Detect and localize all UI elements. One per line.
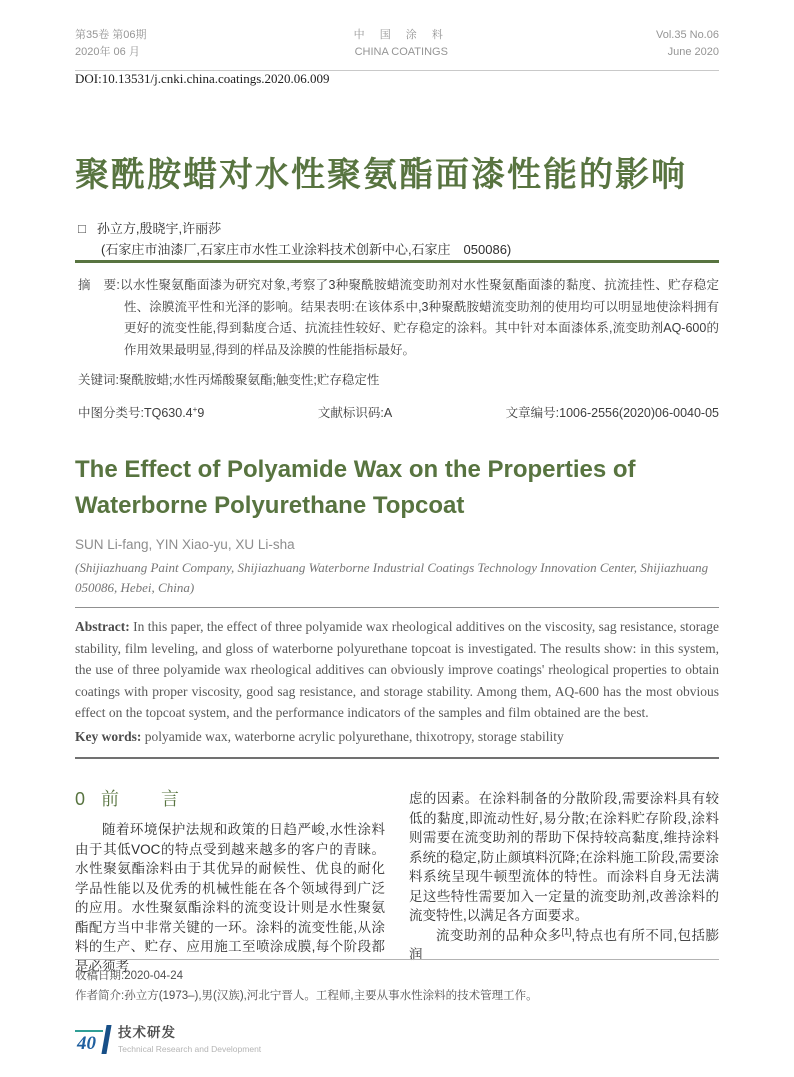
journal-name-en: CHINA COATINGS <box>354 46 448 58</box>
journal-header <box>75 27 719 71</box>
thin-divider-top <box>75 607 719 608</box>
issue-date-cn: 2020年 06 月 <box>75 46 140 58</box>
column-left <box>75 787 385 976</box>
body-paragraph-right-1: 虑的因素。在涂料制备的分散阶段,需要涂料具有较低的黏度,即流动性好,易分散;在涂料贮存阶段,涂料则需要在流变助剂的帮助下保持较高黏度,维持涂料系统的稳定,防止颜填料沉降;在涂料施工阶段,需要涂料系统呈现牛顿型流体的特性。而涂料自身无法满足这些特性需要加入一定量的流变助剂,改善涂料的流变特性,以满足各方面要求。 <box>409 791 719 923</box>
column-right <box>409 787 719 976</box>
footnote-block <box>75 959 719 1006</box>
header-vol-en <box>656 27 719 61</box>
footer-column-cn: 技术研发 <box>118 1025 176 1040</box>
abstract-en <box>75 616 719 724</box>
page-number: 40 <box>77 1033 96 1054</box>
keywords-en-label: Key words: <box>75 728 142 744</box>
classification-row <box>78 403 719 421</box>
volume-issue: 第35卷 第06期 <box>75 29 147 41</box>
keywords-en-text: polyamide wax, waterborne acrylic polyurethane, thixotropy, storage stability <box>141 728 564 744</box>
header-issue-info <box>75 27 147 61</box>
abstract-cn-label: 摘 要: <box>78 278 120 292</box>
doi-line: DOI:10.13531/j.cnki.china.coatings.2020.06.009 <box>75 71 330 86</box>
page-footer <box>75 1025 261 1055</box>
cn-meta-block <box>78 275 719 421</box>
thin-divider-bottom <box>75 757 719 759</box>
section-title: 前 言 <box>101 789 192 809</box>
affiliation-cn: (石家庄市油漆厂,石家庄市水性工业涂料技术创新中心,石家庄 050086) <box>101 242 512 257</box>
abstract-cn <box>78 275 719 361</box>
author-square-marker: □ <box>78 221 86 236</box>
authors-cn-row <box>78 218 221 237</box>
keywords-cn-label: 关键词: <box>78 373 119 387</box>
green-divider <box>75 260 719 263</box>
keywords-en <box>75 726 719 748</box>
authors-cn: 孙立方,殷晓宇,许丽莎 <box>96 221 222 236</box>
keywords-cn-text: 聚酰胺蜡;水性丙烯酸聚氨酯;触变性;贮存稳定性 <box>118 373 380 387</box>
footer-column-name <box>118 1025 261 1054</box>
clc-number: 中图分类号:TQ630.4+9 <box>78 404 205 420</box>
received-date: 收稿日期:2020-04-24 <box>75 970 184 982</box>
citation-ref-1: [1] <box>561 926 572 936</box>
body-paragraph-right-2: 流变助剂的品种众多[1],特点也有所不同,包括膨润 <box>409 926 719 962</box>
abstract-cn-text: 以水性聚氨酯面漆为研究对象,考察了3种聚酰胺蜡流变助剂对水性聚氨酯面漆的黏度、抗流挂性、贮存稳定性、涂膜流平性和光泽的影响。结果表明:在该体系中,3种聚酰胺蜡流变助剂的使用均可以明显地使涂料拥有更好的流变性能,得到黏度合适、抗流挂性较好、贮存稳定的涂料。其中针对本面漆体系,流变助剂AQ-600的作用效果最明显,得到的样品及涂膜的性能指标最好。 <box>119 278 719 357</box>
clc-superscript: + <box>192 404 198 414</box>
page-number-box <box>75 1030 103 1055</box>
volume-issue-en: Vol.35 No.06 <box>655 29 719 41</box>
issue-date-en: June 2020 <box>667 46 719 58</box>
affiliation-en: (Shijiazhuang Paint Company, Shijiazhuang Waterborne Industrial Coatings Technology Innovation Center, Shijiazhuang 050086, Hebei, China) <box>75 560 709 595</box>
article-title-en: The Effect of Polyamide Wax on the Properties of Waterborne Polyurethane Topcoat <box>75 456 636 519</box>
footer-column-en: Technical Research and Development <box>118 1044 262 1054</box>
author-bio: 作者简介:孙立方(1973–),男(汉族),河北宁晋人。工程师,主要从事水性涂料的技术管理工作。 <box>75 990 538 1002</box>
section-0-heading <box>75 787 385 811</box>
article-number: 文章编号:1006-2556(2020)06-0040-05 <box>505 406 719 420</box>
document-code: 文献标识码:A <box>317 406 393 420</box>
abstract-en-text: In this paper, the effect of three polyamide wax rheological additives on the viscosity, sag resistance, storage stability, film leveling, and gloss of waterborne polyurethane topcoat is investigated. The results show: in this system, the use of three polyamide wax rheological additives can obviously improve coatings' rheological properties to obtain coatings with proper viscosity, good sag resistance, and storage stability. Among them, AQ-600 has the most obvious effect on the topcoat system, and the performance indicators of the samples and film obtained are the best. <box>75 619 719 720</box>
abstract-en-label: Abstract: <box>75 619 130 634</box>
journal-name <box>354 27 449 61</box>
keywords-cn <box>78 370 719 388</box>
section-number: 0 <box>75 789 86 809</box>
journal-name-cn: 中 国 涂 料 <box>353 29 449 41</box>
english-block <box>75 452 719 759</box>
authors-en: SUN Li-fang, YIN Xiao-yu, XU Li-sha <box>75 537 295 552</box>
body-columns <box>75 787 719 976</box>
body-paragraph-left: 随着环境保护法规和政策的日趋严峻,水性涂料由于其低VOC的特点受到越来越多的客户的青睐。水性聚氨酯涂料由于其优异的耐候性、优良的耐化学品性能以及优秀的机械性能在各个领域得到广泛的应用。水性聚氨酯涂料的流变设计则是水性聚氨酯配方当中非常关键的一环。涂料的流变性能,从涂料的生产、贮存、应用施工至喷涂成膜,每个阶段都是必须考 <box>75 822 385 974</box>
article-title-cn: 聚酰胺蜡对水性聚氨酯面漆性能的影响 <box>75 156 687 194</box>
